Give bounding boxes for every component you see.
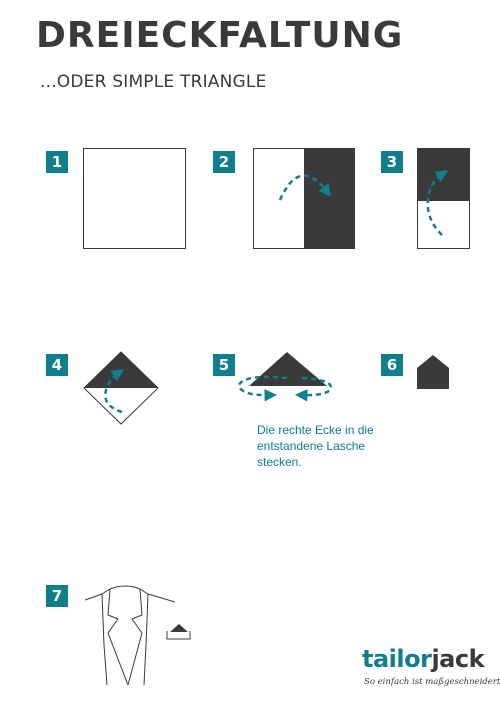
step-5-instruction: Die rechte Ecke in die entstandene Lasche stecken. [257,423,374,469]
brand-name-tailor: tailor [362,645,432,673]
finished-pocket-square [417,355,449,389]
step-5-illustration [232,348,337,406]
step-4-number-badge: 4 [46,354,68,376]
unfolded-square [84,149,186,249]
folded-triangle [84,352,158,388]
folded-triangle [249,352,327,386]
step-7-jacket-illustration [80,575,195,690]
step-7-number-badge: 7 [46,585,68,607]
folded-half [304,148,355,249]
breast-pocket [167,631,190,639]
step-6-number-badge: 6 [381,354,403,376]
brand-tagline: So einfach ist maßgeschneidert [364,677,500,687]
page-title: DREIECKFALTUNG [36,15,404,56]
step-2-illustration [250,145,360,253]
left-lapel [108,589,128,685]
step-1-illustration [80,146,190,252]
brand-logo [362,645,484,673]
shoulder-line [85,589,175,602]
right-lapel [128,589,142,685]
step-3-illustration [414,145,474,253]
left-jacket-edge [102,594,107,685]
pocket-square [170,624,188,632]
brand-name-jack: jack [431,645,485,673]
step-2-number-badge: 2 [213,151,235,173]
collar [110,586,140,589]
page-subtitle: ...ODER SIMPLE TRIANGLE [40,72,267,92]
step-6-illustration [414,352,454,392]
step-5-number-badge: 5 [213,354,235,376]
right-jacket-edge [144,594,148,685]
folded-half [417,148,470,201]
step-4-illustration [80,348,166,428]
step-1-number-badge: 1 [46,151,68,173]
step-3-number-badge: 3 [381,151,403,173]
